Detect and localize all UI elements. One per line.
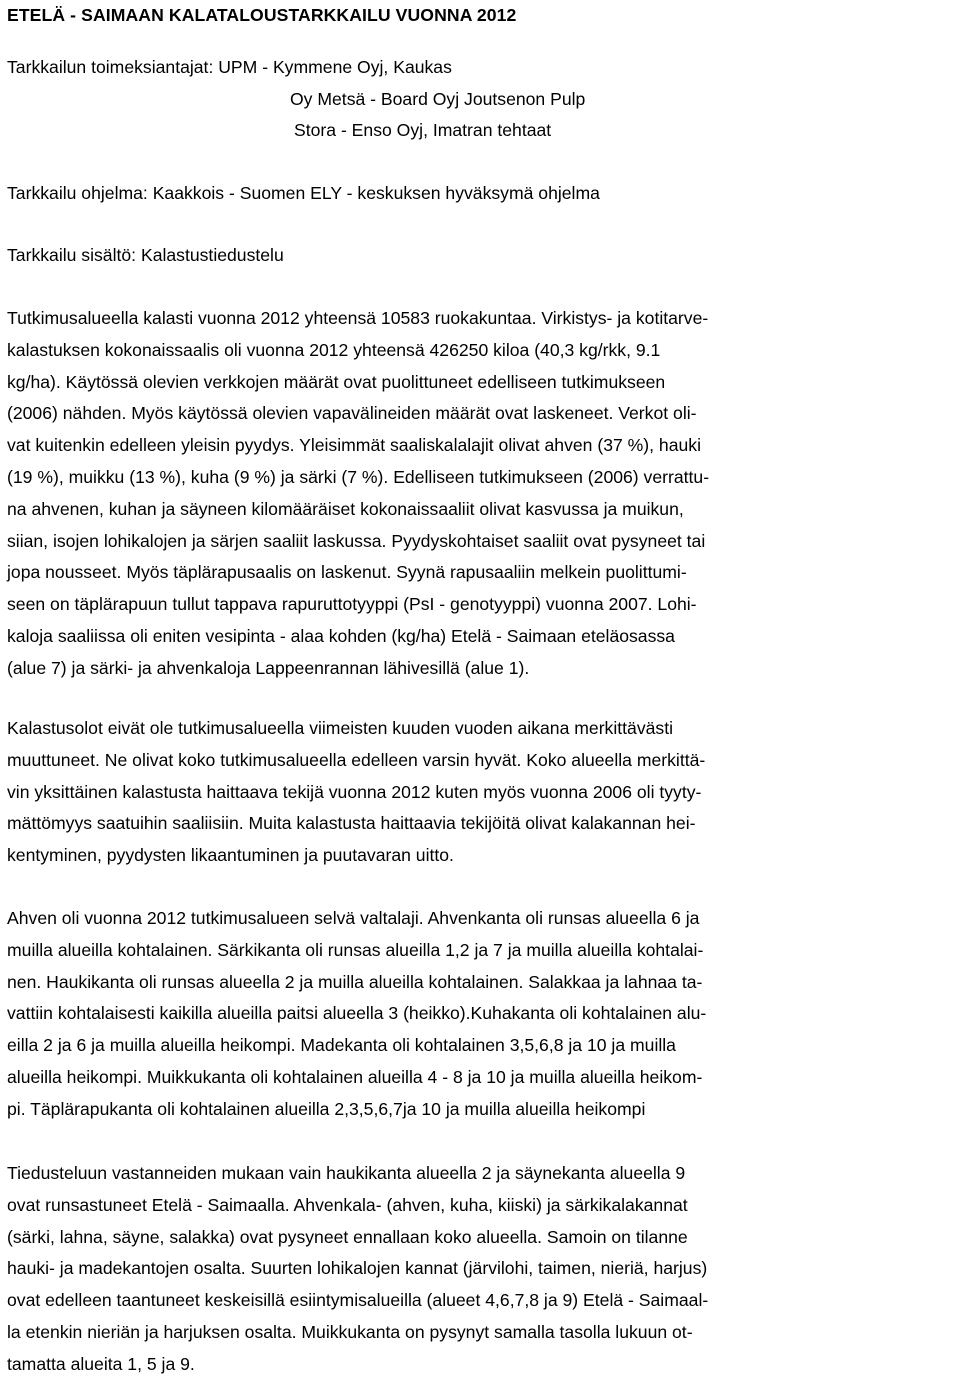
paragraph-line: siian, isojen lohikalojen ja särjen saaliit laskussa. Pyydyskohtaiset saaliit ovat pysyneet tai bbox=[7, 530, 706, 551]
paragraph-line: muuttuneet. Ne olivat koko tutkimusalueella edelleen varsin hyvät. Koko alueella merkittä- bbox=[7, 749, 706, 770]
paragraph-line: kg/ha). Käytössä olevien verkkojen määrät ovat puolittuneet edelliseen tutkimukseen bbox=[7, 371, 666, 392]
paragraph-line: seen on täplärapuun tullut tappava rapuruttotyyppi (PsI - genotyyppi) vuonna 2007. Lohi- bbox=[7, 594, 697, 615]
paragraph-line: Tiedusteluun vastanneiden mukaan vain haukikanta alueella 2 ja säynekanta alueella 9 bbox=[7, 1163, 686, 1183]
paragraph-line: na ahvenen, kuhan ja säyneen kilomääräiset kokonaissaaliit olivat kasvussa ja muikun, bbox=[7, 498, 684, 519]
paragraph-line: tamatta alueita 1, 5 ja 9. bbox=[7, 1353, 195, 1374]
paragraph-line: Tutkimusalueella kalasti vuonna 2012 yhteensä 10583 ruokakuntaa. Virkistys- ja kotitarve- bbox=[7, 308, 709, 328]
paragraph-line: eilla 2 ja 6 ja muilla alueilla heikompi. Madekanta oli kohtalainen 3,5,6,8 ja 10 ja muilla bbox=[7, 1035, 676, 1056]
paragraph-catch-summary bbox=[7, 303, 953, 685]
content-line: Tarkkailu sisältö: Kalastustiedustelu bbox=[7, 245, 284, 265]
organizers-line-3: Stora - Enso Oyj, Imatran tehtaat bbox=[294, 120, 552, 140]
paragraph-line: vattiin kohtalaisesti kaikilla alueilla paitsi alueella 3 (heikko).Kuhakanta oli kohtalainen alu- bbox=[7, 1003, 707, 1024]
paragraph-line: kentyminen, pyydysten likaantuminen ja puutavaran uitto. bbox=[7, 845, 454, 866]
paragraph-fishing-conditions bbox=[7, 713, 953, 872]
paragraph-line: (alue 7) ja särki- ja ahvenkaloja Lappeenrannan lähivesillä (alue 1). bbox=[7, 657, 530, 678]
paragraph-line: mättömyys saatuihin saaliisiin. Muita kalastusta haittaavia tekijöitä olivat kalakannan hei- bbox=[7, 813, 696, 834]
document-title: ETELÄ - SAIMAAN KALATALOUSTARKKAILU VUONNA 2012 bbox=[7, 5, 517, 25]
paragraph-line: hauki- ja madekantojen osalta. Suurten lohikalojen kannat (järvilohi, taimen, nieriä, harjus) bbox=[7, 1258, 708, 1279]
paragraph-fish-stocks bbox=[7, 903, 953, 1126]
paragraph-line: (särki, lahna, säyne, salakka) ovat pysyneet ennallaan koko alueella. Samoin on tilanne bbox=[7, 1226, 688, 1247]
paragraph-line: vin yksittäinen kalastusta haittaava tekijä vuonna 2012 kuten myös vuonna 2006 oli tyyty- bbox=[7, 781, 702, 802]
paragraph-line: vat kuitenkin edelleen yleisin pyydys. Yleisimmät saaliskalalajit olivat ahven (37 %), hauki bbox=[7, 435, 701, 456]
paragraph-line: (19 %), muikku (13 %), kuha (9 %) ja särki (7 %). Edelliseen tutkimukseen (2006) verrattu- bbox=[7, 466, 710, 487]
paragraph-line: la etenkin nieriän ja harjuksen osalta. Muikkukanta on pysynyt samalla tasolla lukuun ot- bbox=[7, 1321, 693, 1342]
paragraph-line: pi. Täplärapukanta oli kohtalainen alueilla 2,3,5,6,7ja 10 ja muilla alueilla heikompi bbox=[7, 1098, 646, 1119]
paragraph-line: jopa nousseet. Myös täplärapusaalis on laskenut. Syynä rapusaaliin melkein puolittumi- bbox=[7, 562, 687, 583]
organizers-line-1: Tarkkailun toimeksiantajat: UPM - Kymmene Oyj, Kaukas bbox=[7, 57, 452, 77]
paragraph-line: nen. Haukikanta oli runsas alueella 2 ja muilla alueilla kohtalainen. Salakkaa ja lahnaa ta- bbox=[7, 971, 703, 992]
paragraph-line: ovat edelleen taantuneet keskeisillä esiintymisalueilla (alueet 4,6,7,8 ja 9) Etelä - Saimaal- bbox=[7, 1290, 709, 1311]
paragraph-line: alueilla heikompi. Muikkukanta oli kohtalainen alueilla 4 - 8 ja 10 ja muilla alueilla heikom- bbox=[7, 1066, 703, 1087]
paragraph-stock-trends bbox=[7, 1158, 953, 1381]
paragraph-line: muilla alueilla kohtalainen. Särkikanta oli runsas alueilla 1,2 ja 7 ja muilla alueilla kohtalai- bbox=[7, 939, 704, 960]
paragraph-line: Kalastusolot eivät ole tutkimusalueella viimeisten kuuden vuoden aikana merkittävästi bbox=[7, 718, 673, 738]
paragraph-line: (2006) nähden. Myös käytössä olevien vapavälineiden määrät ovat laskeneet. Verkot oli- bbox=[7, 403, 697, 424]
paragraph-line: ovat runsastuneet Etelä - Saimaalla. Ahvenkala- (ahven, kuha, kiiski) ja särkikalakannat bbox=[7, 1194, 688, 1215]
organizers-line-2: Oy Metsä - Board Oyj Joutsenon Pulp bbox=[290, 89, 586, 109]
paragraph-line: kalastuksen kokonaissaalis oli vuonna 2012 yhteensä 426250 kiloa (40,3 kg/rkk, 9.1 bbox=[7, 339, 661, 360]
program-line: Tarkkailu ohjelma: Kaakkois - Suomen ELY - keskuksen hyväksymä ohjelma bbox=[7, 183, 600, 203]
paragraph-line: Ahven oli vuonna 2012 tutkimusalueen selvä valtalaji. Ahvenkanta oli runsas alueella 6 ja bbox=[7, 908, 700, 928]
paragraph-line: kaloja saaliissa oli eniten vesipinta - alaa kohden (kg/ha) Etelä - Saimaan eteläosassa bbox=[7, 625, 675, 646]
